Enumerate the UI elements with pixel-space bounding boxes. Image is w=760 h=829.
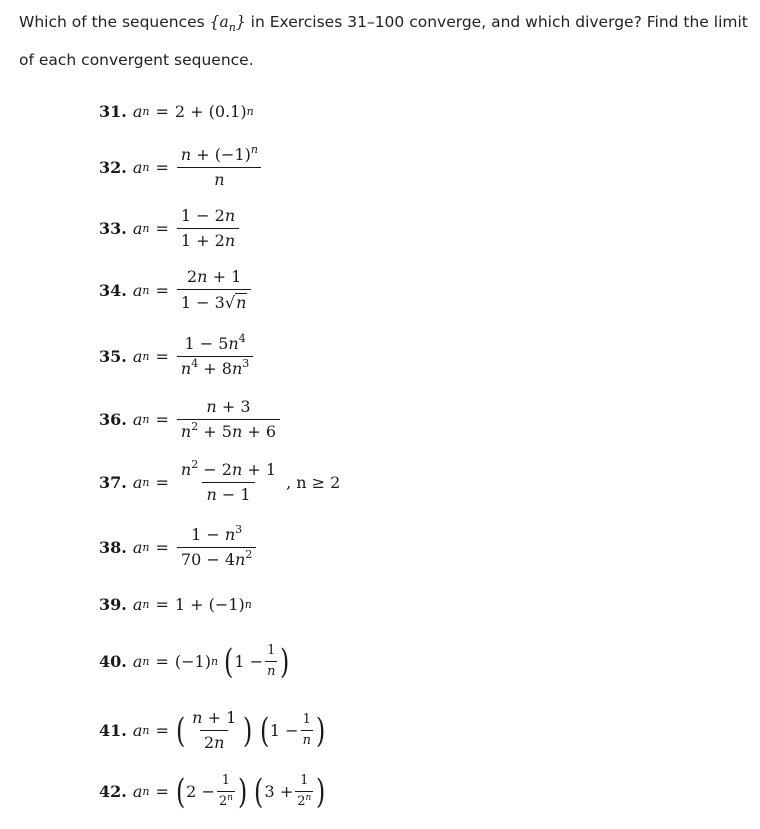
exercise-number: 36. xyxy=(99,410,127,429)
intro-text-end: in Exercises 31–100 converge, and which diverge? Find the limit of each convergent sequence. xyxy=(19,13,748,70)
fraction: 2n + 1 1 − 3 √ n xyxy=(177,268,251,312)
sequence-symbol: $\{a_n\}$ xyxy=(209,13,246,35)
fraction: $\frac{1 - 2n}{1 + 2n}$ xyxy=(177,207,239,250)
exercise-number: 32. xyxy=(99,158,127,177)
exercise-number: 40. xyxy=(99,652,127,671)
fraction: $\frac{1 - n^3}{70 - 4n^2}$ xyxy=(177,526,256,569)
exercise-number: 37. xyxy=(99,473,127,492)
exercise-33: 33. a n = $\frac{1 - 2n}{1 + 2n}$ xyxy=(99,207,241,250)
exercise-number: 31. xyxy=(99,102,127,121)
exercise-number: 41. xyxy=(99,721,127,740)
exercise-32: 32. a n = $\frac{n + (-1)^n}{n}$ xyxy=(99,146,264,189)
exercise-36: 36. a n = $\frac{n + 3}{n^2 + 5n + 6}$ xyxy=(99,398,282,441)
exercise-34: 34. a n = 2n + 1 1 − 3 √ n xyxy=(99,268,253,312)
exercise-number: 34. xyxy=(99,280,127,300)
exercise-41: 41. a n = ( $\frac{n + 1}{2n}$ ) ( 1 − $\frac{1}{n}$ ) xyxy=(99,708,326,752)
fraction: $\frac{n^2 - 2n + 1}{n - 1}$ xyxy=(180,458,277,504)
condition: , n ≥ 2 xyxy=(286,473,341,492)
exercise-38: 38. a n = $\frac{1 - n^3}{70 - 4n^2}$ xyxy=(99,526,258,569)
fraction: $\frac{1}{2^n}$ xyxy=(218,773,233,809)
exercise-39: 39. a n = 1 + (−1) n xyxy=(99,595,252,614)
exercise-number: 42. xyxy=(99,782,127,801)
instructions-paragraph xyxy=(19,6,749,76)
exercise-number: 35. xyxy=(99,347,127,366)
fraction: $\frac{1 - 5n^4}{n^4 + 8n^3}$ xyxy=(177,335,253,378)
exercise-37: 37. a n = $\frac{n^2 - 2n + 1}{n - 1}$ , n ≥ 2 xyxy=(99,458,341,504)
exercise-number: 33. xyxy=(99,219,127,238)
fraction: $\frac{n + (-1)^n}{n}$ xyxy=(177,146,262,189)
exercise-40: 40. a n = (−1) n ( 1 − $\frac{1}{n}$ ) xyxy=(99,641,290,682)
fraction: $\frac{1}{2^n}$ xyxy=(297,773,312,809)
exercise-31: 31. a n = 2 + (0.1) n xyxy=(99,102,254,121)
fraction: $\frac{1}{n}$ xyxy=(267,643,276,679)
intro-text-start: Which of the sequences xyxy=(19,13,210,31)
fraction: $\frac{n + 3}{n^2 + 5n + 6}$ xyxy=(177,398,280,441)
exercise-42: 42. a n = ( 2 − $\frac{1}{2^n}$ ) ( 3 + $\frac{1}{2^n}$ ) xyxy=(99,771,326,812)
fraction: $\frac{n + 1}{2n}$ xyxy=(192,708,237,752)
fraction: $\frac{1}{n}$ xyxy=(302,712,311,748)
exercise-number: 39. xyxy=(99,595,127,614)
exercise-number: 38. xyxy=(99,538,127,557)
exercise-35: 35. a n = $\frac{1 - 5n^4}{n^4 + 8n^3}$ xyxy=(99,335,255,378)
